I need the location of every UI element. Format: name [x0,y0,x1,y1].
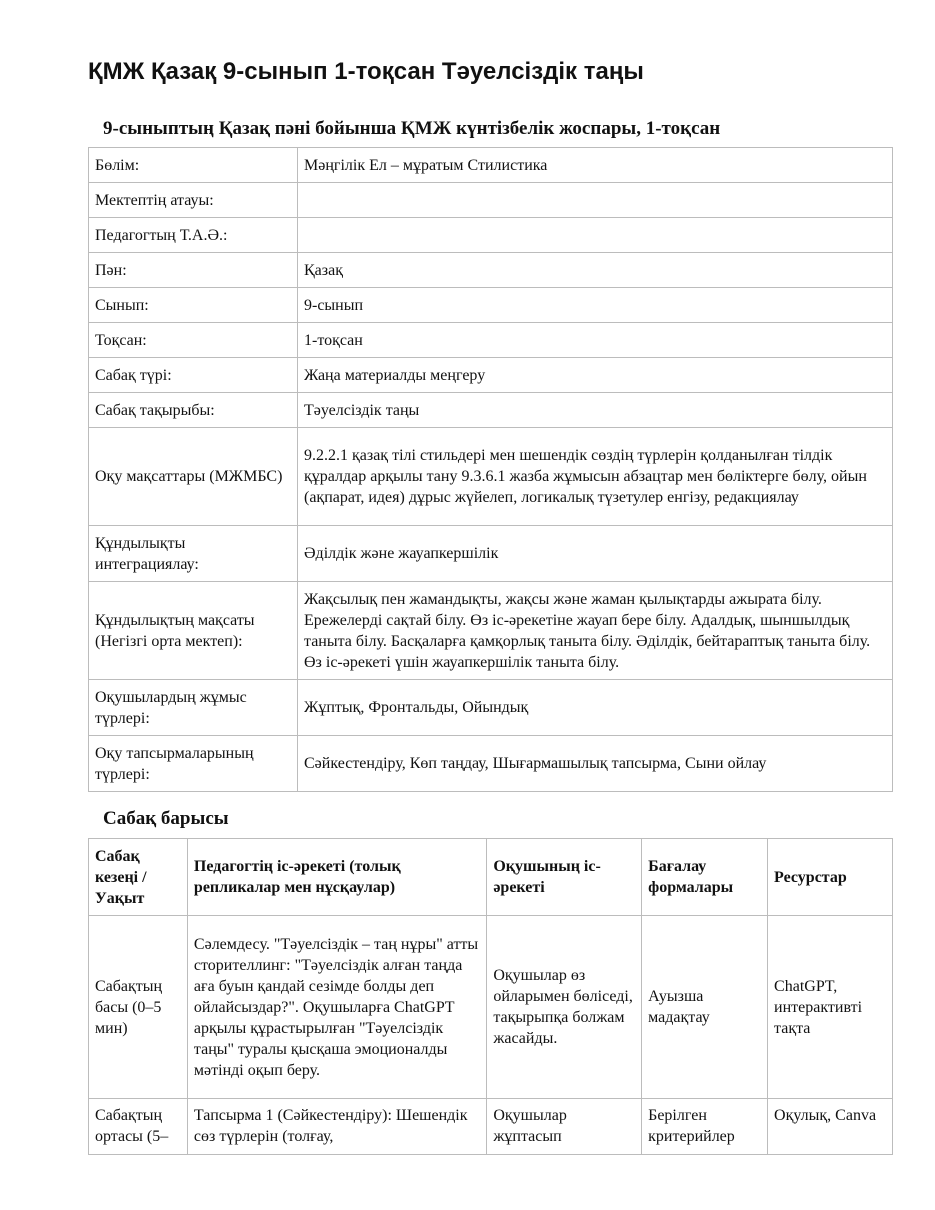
document-title: ҚМЖ Қазақ 9-сынып 1-тоқсан Тәуелсіздік таңы [88,58,644,85]
info-value: Қазақ [298,253,893,288]
info-label: Құндылықтың мақсаты (Негізгі орта мектеп): [89,582,298,680]
table-row [89,1099,893,1155]
info-value: Жақсылық пен жамандықты, жақсы және жаман қылықтарды ажырата білу. Ережелерді сақтай білу. Өз іс-әрекетіне жауап бере білу. Адалдық, шыншылдық таныта білу. Басқаларға қамқорлық таныта білу. Әділдік, бейтараптық таныта білу. Өз іс-әрекеті үшін жауапкершілік таныта білу. [298,582,893,680]
resources-cell: Оқулық, Canva [768,1099,893,1155]
info-label: Сынып: [89,288,298,323]
info-label: Оқу тапсырмаларының түрлері: [89,736,298,792]
resources-cell: ChatGPT, интерактивті тақта [768,916,893,1099]
info-value: 9.2.2.1 қазақ тілі стильдері мен шешендік сөздің түрлерін қолданылған тілдік құралдар арқылы тану 9.3.6.1 жазба жұмысын абзацтар мен бөліктерге бөлу, ойын (ақпарат, идея) дұрыс жүйелеп, логикалық түзетулер енгізу, редакциялау [298,428,893,526]
info-label: Оқу мақсаттары (МЖМБС) [89,428,298,526]
teacher-activity-cell: Сәлемдесу. "Тәуелсіздік – таң нұры" атты сторителлинг: "Тәуелсіздік алған таңда аға буын қандай сезімде болды деп ойлайсыздар?". Оқушыларға ChatGPT арқылы құрастырылған "Тәуелсіздік таңы" туралы қысқаша эмоционалды мәтінді оқып беру. [187,916,486,1099]
column-header-stage: Сабақ кезеңі / Уақыт [89,839,188,916]
table-row [89,183,893,218]
student-activity-cell: Оқушылар өз ойларымен бөліседі, тақырыпқа болжам жасайды. [487,916,642,1099]
assessment-cell: Берілген критерийлер [642,1099,768,1155]
info-label: Тоқсан: [89,323,298,358]
table-row [89,680,893,736]
table-row [89,323,893,358]
stage-cell: Сабақтың ортасы (5– [89,1099,188,1155]
info-value [298,218,893,253]
info-label: Мектептің атауы: [89,183,298,218]
info-value: Мәңгілік Ел – мұратым Стилистика [298,148,893,183]
info-value: Сәйкестендіру, Көп таңдау, Шығармашылық тапсырма, Сыни ойлау [298,736,893,792]
info-value: Жұптық, Фронтальды, Ойындық [298,680,893,736]
info-value [298,183,893,218]
info-label: Сабақ түрі: [89,358,298,393]
column-header-teacher: Педагогтің іс-әрекеті (толық репликалар мен нұсқаулар) [187,839,486,916]
table-row [89,288,893,323]
table-row [89,393,893,428]
table-row [89,526,893,582]
info-label: Пән: [89,253,298,288]
assessment-cell: Ауызша мадақтау [642,916,768,1099]
info-label: Құндылықты интеграциялау: [89,526,298,582]
table-row [89,582,893,680]
table-row [89,253,893,288]
column-header-student: Оқушының іс-әрекеті [487,839,642,916]
lesson-info-table [88,147,893,792]
stage-cell: Сабақтың басы (0–5 мин) [89,916,188,1099]
teacher-activity-cell: Тапсырма 1 (Сәйкестендіру): Шешендік сөз түрлерін (толғау, [187,1099,486,1155]
info-value: 1-тоқсан [298,323,893,358]
table-header-row [89,839,893,916]
info-label: Оқушылардың жұмыс түрлері: [89,680,298,736]
info-value: Әділдік және жауапкершілік [298,526,893,582]
info-label: Сабақ тақырыбы: [89,393,298,428]
info-value: 9-сынып [298,288,893,323]
table-row [89,428,893,526]
info-label: Бөлім: [89,148,298,183]
lesson-flow-table [88,838,893,1155]
column-header-assessment: Бағалау формалары [642,839,768,916]
table-row [89,736,893,792]
table-row [89,358,893,393]
table-row [89,218,893,253]
table-row [89,148,893,183]
student-activity-cell: Оқушылар жұптасып [487,1099,642,1155]
column-header-resources: Ресурстар [768,839,893,916]
table-row [89,916,893,1099]
info-value: Жаңа материалды меңгеру [298,358,893,393]
info-value: Тәуелсіздік таңы [298,393,893,428]
info-label: Педагогтың Т.А.Ә.: [89,218,298,253]
plan-heading: 9-сыныптың Қазақ пәні бойынша ҚМЖ күнтізбелік жоспары, 1-тоқсан [103,118,721,139]
lesson-heading: Сабақ барысы [103,808,229,829]
